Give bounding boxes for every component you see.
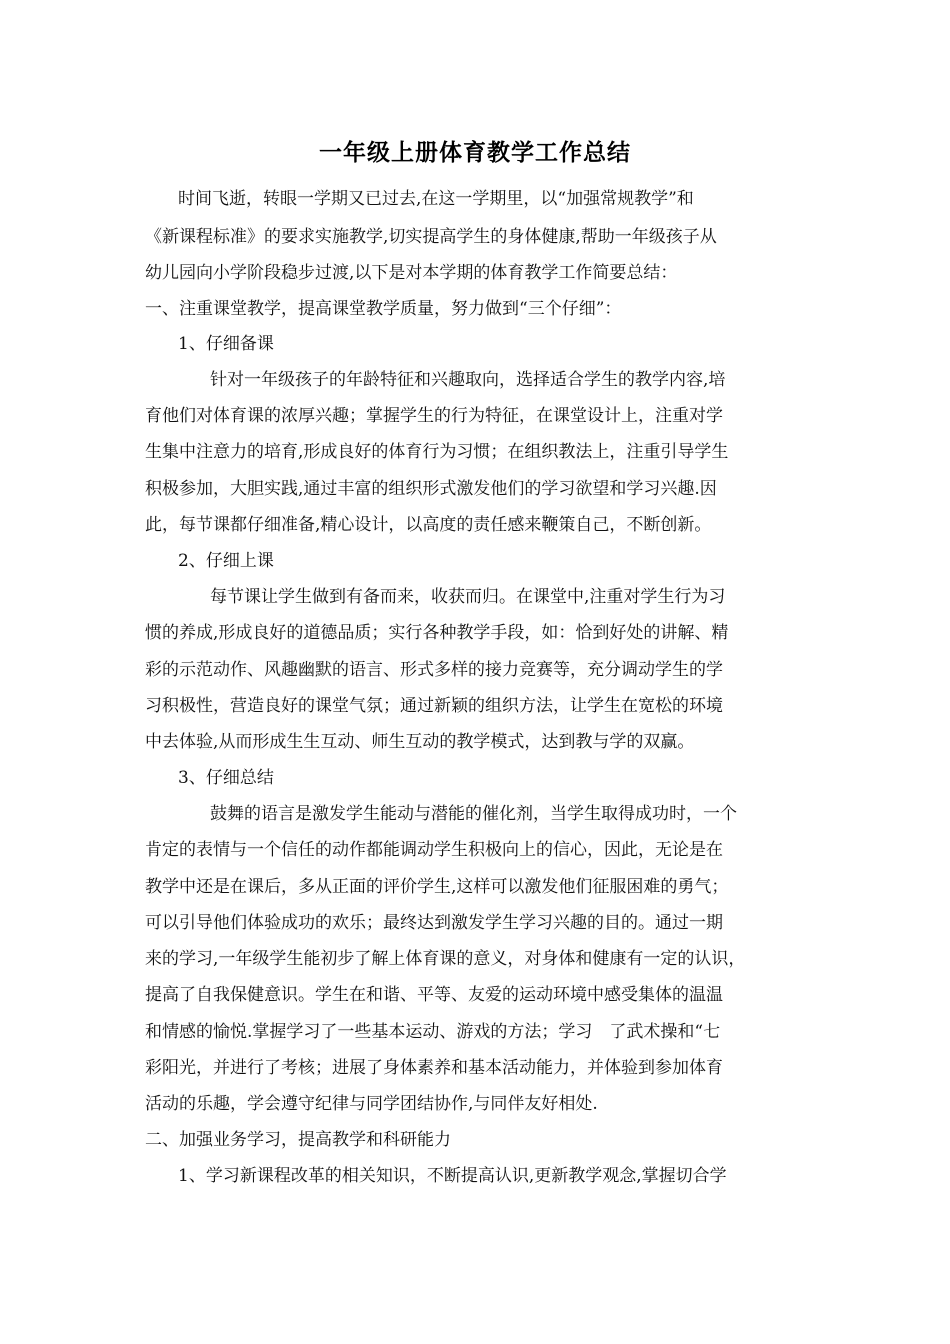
paragraph-line: 育他们对体育课的浓厚兴趣；掌握学生的行为特征，在课堂设计上，注重对学 [145, 406, 723, 426]
paragraph-line: 彩的示范动作、风趣幽默的语言、形式多样的接力竞赛等，充分调动学生的学 [145, 660, 723, 680]
paragraph-line: 积极参加，大胆实践,通过丰富的组织形式激发他们的学习欲望和学习兴趣.因 [145, 479, 717, 499]
paragraph-line: 生集中注意力的培育,形成良好的体育行为习惯；在组织教法上，注重引导学生 [145, 442, 729, 462]
paragraph-line: 肯定的表情与一个信任的动作都能调动学生积极向上的信心，因此，无论是在 [145, 840, 723, 860]
paragraph-line: 《新课程标准》的要求实施教学,切实提高学生的身体健康,帮助一年级孩子从 [145, 227, 717, 247]
paragraph-line: 此，每节课都仔细准备,精心设计，以高度的责任感来鞭策自己，不断创新。 [145, 515, 712, 535]
paragraph-line: 针对一年级孩子的年龄特征和兴趣取向，选择适合学生的教学内容,培 [210, 370, 726, 390]
section-heading: 一、注重课堂教学，提高课堂教学质量，努力做到“三个仔细”： [145, 299, 622, 319]
paragraph-line: 和情感的愉悦.掌握学习了一些基本运动、游戏的方法；学习 了武术操和“七 [145, 1022, 721, 1042]
paragraph-line: 习积极性，营造良好的课堂气氛；通过新颖的组织方法，让学生在宽松的环境 [145, 696, 723, 716]
paragraph-line: 鼓舞的语言是激发学生能动与潜能的催化剂，当学生取得成功时，一个 [210, 804, 737, 824]
paragraph-line: 可以引导他们体验成功的欢乐；最终达到激发学生学习兴趣的目的。通过一期 [145, 913, 723, 933]
paragraph-line: 时间飞逝，转眼一学期又已过去,在这一学期里，以“加强常规教学”和 [178, 189, 694, 209]
paragraph-line: 1、学习新课程改革的相关知识，不断提高认识,更新教学观念,掌握切合学 [178, 1166, 727, 1186]
subsection-heading: 3、仔细总结 [178, 768, 274, 788]
paragraph-line: 教学中还是在课后，多从正面的评价学生,这样可以激发他们征服困难的勇气； [145, 877, 729, 897]
paragraph-line: 幼儿园向小学阶段稳步过渡,以下是对本学期的体育教学工作简要总结： [145, 263, 678, 283]
section-heading: 二、加强业务学习，提高教学和科研能力 [145, 1130, 451, 1150]
subsection-heading: 2、仔细上课 [178, 551, 274, 571]
paragraph-line: 中去体验,从而形成生生互动、师生互动的教学模式，达到教与学的双赢。 [145, 732, 695, 752]
document-title: 一年级上册体育教学工作总结 [319, 140, 631, 166]
paragraph-line: 提高了自我保健意识。学生在和谐、平等、友爱的运动环境中感受集体的温温 [145, 985, 723, 1005]
subsection-heading: 1、仔细备课 [178, 334, 274, 354]
paragraph-line: 彩阳光，并进行了考核；进展了身体素养和基本活动能力，并体验到参加体育 [145, 1058, 723, 1078]
paragraph-line: 来的学习,一年级学生能初步了解上体育课的意义，对身体和健康有一定的认识， [145, 949, 746, 969]
paragraph-line: 惯的养成,形成良好的道德品质；实行各种教学手段，如：恰到好处的讲解、精 [145, 623, 729, 643]
paragraph-line: 每节课让学生做到有备而来，收获而归。在课堂中,注重对学生行为习 [210, 587, 726, 607]
paragraph-line: 活动的乐趣，学会遵守纪律与同学团结协作,与同伴友好相处. [145, 1094, 598, 1114]
